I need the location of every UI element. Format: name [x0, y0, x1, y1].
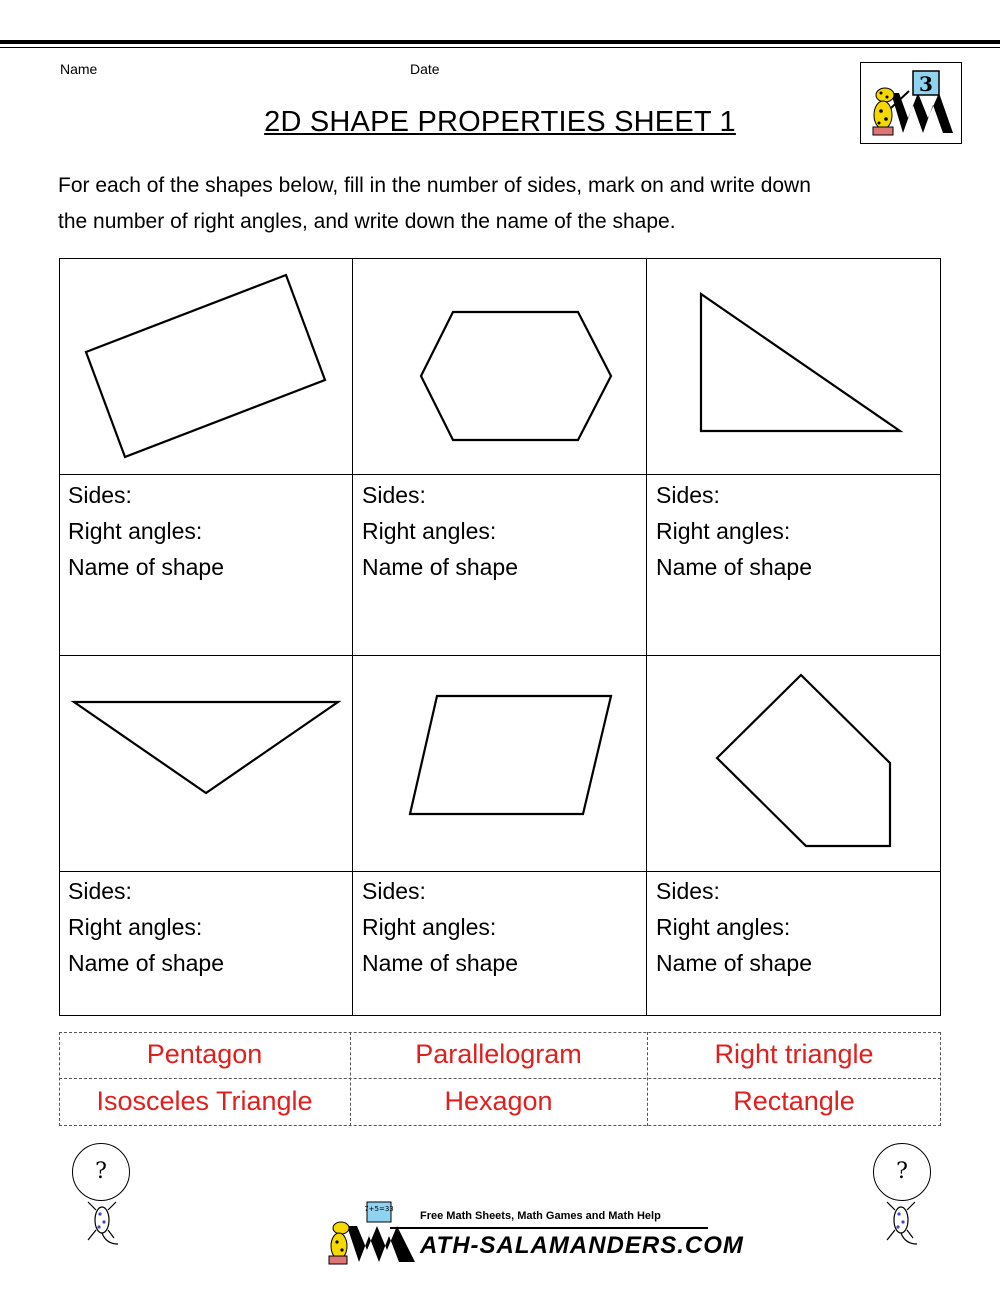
- cell-6-labels: [656, 873, 812, 981]
- answer-item: Right triangle: [714, 1039, 874, 1069]
- answer-item: Isosceles Triangle: [96, 1086, 313, 1116]
- date-label: Date: [410, 61, 440, 77]
- help-button-right[interactable]: ?: [873, 1143, 931, 1201]
- instructions-line-2: the number of right angles, and write down the name of the shape.: [58, 210, 676, 233]
- cell-4-labels: [68, 873, 224, 981]
- sides-label: Sides:: [362, 482, 426, 508]
- salamander-icon: [78, 1200, 128, 1248]
- hexagon-icon: [421, 312, 611, 440]
- sides-label: Sides:: [656, 482, 720, 508]
- sides-label: Sides:: [362, 878, 426, 904]
- parallelogram-icon: [410, 696, 611, 814]
- sides-label: Sides:: [68, 878, 132, 904]
- cell-2-labels: [362, 477, 518, 585]
- answer-item: Hexagon: [444, 1086, 553, 1116]
- name-label: Name: [60, 61, 98, 77]
- page-title: 2D SHAPE PROPERTIES SHEET 1: [264, 106, 736, 138]
- right-angles-label: Right angles:: [362, 914, 497, 940]
- instructions: [58, 168, 958, 240]
- help-button-left[interactable]: ?: [72, 1143, 130, 1201]
- answer-item: Pentagon: [146, 1039, 263, 1069]
- right-angles-label: Right angles:: [656, 518, 791, 544]
- isosceles-triangle-icon: [74, 702, 338, 793]
- right-angles-label: Right angles:: [656, 914, 791, 940]
- grade-number: 3: [919, 72, 933, 96]
- footer-logo-badge: 7+5=33: [364, 1205, 394, 1213]
- footer-rule: [390, 1227, 708, 1229]
- footer-tagline: Free Math Sheets, Math Games and Math Help: [420, 1210, 661, 1222]
- instructions-line-1: For each of the shapes below, fill in the number of sides, mark on and write down: [58, 174, 811, 197]
- shape-name-label: Name of shape: [656, 554, 812, 580]
- pentagon-icon: [717, 675, 890, 846]
- footer-url-link[interactable]: ATH-SALAMANDERS.COM: [420, 1232, 744, 1259]
- shape-name-label: Name of shape: [68, 950, 224, 976]
- answer-item: Rectangle: [733, 1086, 855, 1116]
- footer-logo-icon: [325, 1198, 420, 1266]
- salamander-icon: [877, 1200, 927, 1248]
- shape-name-label: Name of shape: [362, 554, 518, 580]
- shape-name-label: Name of shape: [362, 950, 518, 976]
- right-angles-label: Right angles:: [362, 518, 497, 544]
- shape-name-label: Name of shape: [68, 554, 224, 580]
- cell-5-labels: [362, 873, 518, 981]
- top-rule-thin: [0, 47, 1000, 48]
- sides-label: Sides:: [68, 482, 132, 508]
- right-angles-label: Right angles:: [68, 914, 203, 940]
- answer-item: Parallelogram: [415, 1039, 582, 1069]
- cell-1-labels: [68, 477, 224, 585]
- cell-3-labels: [656, 477, 812, 585]
- top-rule: [0, 40, 1000, 44]
- right-angles-label: Right angles:: [68, 518, 203, 544]
- rectangle-icon: [86, 275, 325, 457]
- shape-name-label: Name of shape: [656, 950, 812, 976]
- sides-label: Sides:: [656, 878, 720, 904]
- right-triangle-icon: [701, 294, 900, 431]
